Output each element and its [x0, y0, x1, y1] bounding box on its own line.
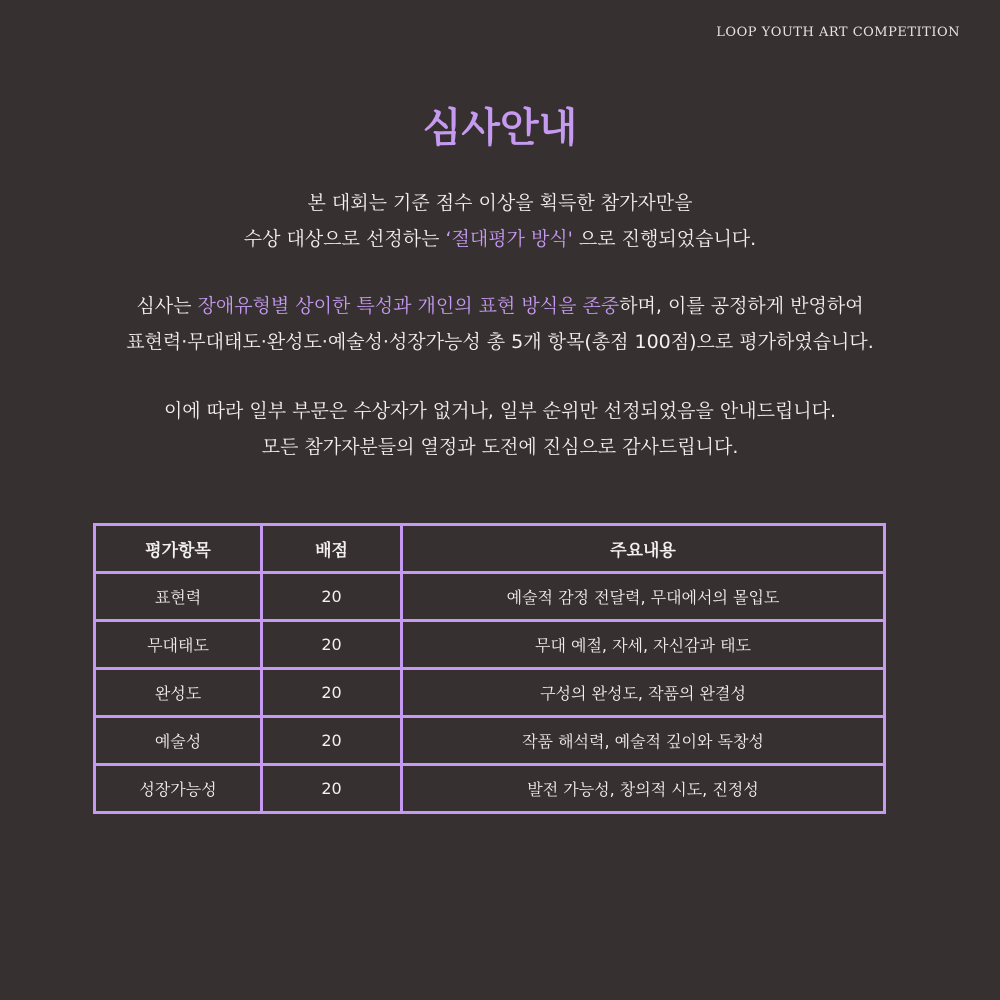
row-score: 20	[262, 765, 402, 813]
brand-label: LOOP YOUTH ART COMPETITION	[716, 25, 960, 40]
row-description: 구성의 완성도, 작품의 완결성	[402, 669, 885, 717]
row-category: 무대태도	[95, 621, 262, 669]
row-category: 예술성	[95, 717, 262, 765]
highlight-evaluation-method: ‘절대평가 방식'	[445, 228, 573, 250]
row-description: 작품 해석력, 예술적 깊이와 독창성	[402, 717, 885, 765]
table-row	[95, 765, 885, 813]
table-row	[95, 573, 885, 621]
header-score: 배점	[262, 525, 402, 573]
criteria-line-2: 표현력·무대태도·완성도·예술성·성장가능성 총 5개 항목(총점 100점)으로 평가하였습니다.	[126, 331, 874, 353]
row-score: 20	[262, 717, 402, 765]
row-score: 20	[262, 621, 402, 669]
criteria-line-1-suffix: 하며, 이를 공정하게 반영하여	[619, 295, 864, 317]
header-description: 주요내용	[402, 525, 885, 573]
evaluation-table-container	[93, 523, 883, 814]
notice-line-1: 이에 따라 일부 부문은 수상자가 없거나, 일부 순위만 선정되었음을 안내드립니다.	[163, 400, 837, 422]
notice-line-2: 모든 참가자분들의 열정과 도전에 진심으로 감사드립니다.	[261, 436, 739, 458]
notice-paragraph	[0, 393, 1000, 465]
row-score: 20	[262, 573, 402, 621]
row-category: 완성도	[95, 669, 262, 717]
row-description: 예술적 감정 전달력, 무대에서의 몰입도	[402, 573, 885, 621]
header-category: 평가항목	[95, 525, 262, 573]
row-category: 성장가능성	[95, 765, 262, 813]
row-description: 무대 예절, 자세, 자신감과 태도	[402, 621, 885, 669]
intro-line-2-suffix: 으로 진행되었습니다.	[572, 228, 757, 250]
table-header-row	[95, 525, 885, 573]
intro-paragraph	[0, 185, 1000, 257]
highlight-respect-statement: 장애유형별 상이한 특성과 개인의 표현 방식을 존중	[197, 295, 620, 317]
table-row	[95, 621, 885, 669]
row-score: 20	[262, 669, 402, 717]
criteria-paragraph	[0, 288, 1000, 360]
table-row	[95, 669, 885, 717]
page-title: 심사안내	[422, 105, 578, 151]
row-category: 표현력	[95, 573, 262, 621]
row-description: 발전 가능성, 창의적 시도, 진정성	[402, 765, 885, 813]
criteria-line-1-prefix: 심사는	[136, 295, 198, 317]
evaluation-table	[93, 523, 886, 814]
criteria-line-1	[0, 288, 1000, 324]
table-row	[95, 717, 885, 765]
intro-line-2-text: 수상 대상으로 선정하는	[243, 228, 446, 250]
intro-line-1: 본 대회는 기준 점수 이상을 획득한 참가자만을	[307, 192, 693, 214]
intro-line-2	[0, 221, 1000, 257]
